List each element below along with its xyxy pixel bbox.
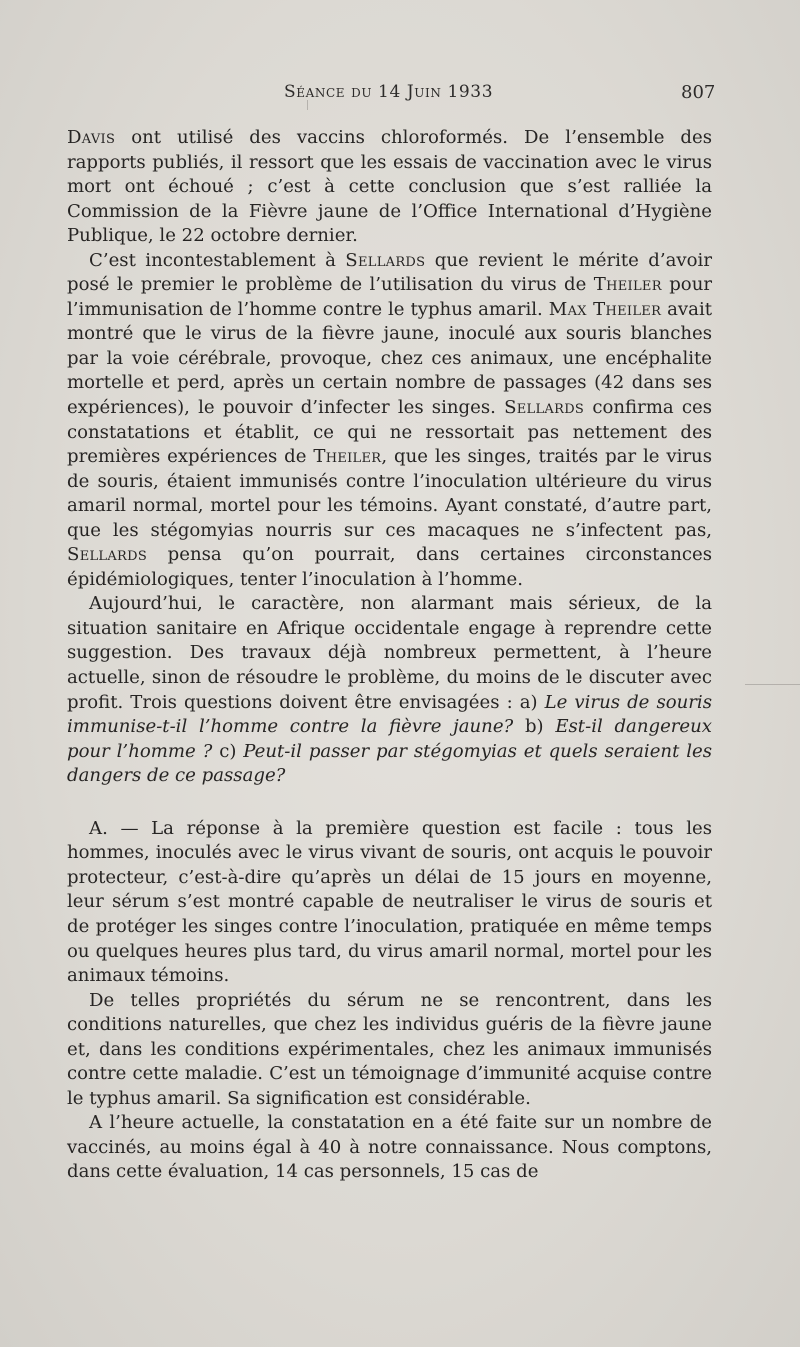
- paragraph-section-a: [67, 817, 712, 989]
- text-run: ont utilisé des vaccins chloroformés. De l’ensemble des rapports publiés, il ressort que les essais de vaccination avec le virus mort ont échoué ; c’est à cette conclusion que s’est ralliée la Commission de la Fièvre jaune de l’Office International d’Hygiène Publique, le 22 octobre dernier.: [67, 127, 712, 247]
- paper-crease: [745, 684, 800, 685]
- author-name: Max Theiler: [548, 298, 662, 320]
- text-run: , que les singes, traités par le virus de souris, étaient immunisés contre l’inoculation ultérieure du virus amaril normal, mortel pour les témoins. Ayant constaté, d’autre part, que les stégomyias nourris sur ces macaques ne s’infectent pas,: [67, 446, 712, 541]
- paragraph: [67, 249, 712, 593]
- text-run: pour l’immunisation de l’homme contre le typhus amaril.: [67, 274, 712, 320]
- paragraph: [67, 126, 712, 249]
- body-text: [67, 126, 712, 1185]
- text-run: pensa qu’on pourrait, dans certaines circonstances épidémiologiques, tenter l’inoculation à l’homme.: [67, 544, 712, 590]
- author-name: Sellards: [67, 544, 148, 566]
- paragraph: [67, 1111, 712, 1185]
- text-run: Aujourd’hui, le caractère, non alarmant mais sérieux, de la situation sanitaire en Afrique occidentale engage à reprendre cette suggestion. Des travaux déjà nombreux permettent, à l’heure actuelle, sinon de résoudre le problème, du moins de le discuter avec profit. Trois questions doivent être envisagées : a): [67, 593, 712, 713]
- text-run: que revient le mérite d’avoir posé le premier le problème de l’utilisation du virus de: [67, 249, 712, 296]
- text-run: A. — La réponse à la première question est facile : tous les hommes, inoculés avec le virus vivant de souris, ont acquis le pouvoir protecteur, c’est-à-dire qu’après un délai de 15 jours en moyenne, leur sérum s’est montré capable de neutraliser le virus de souris et de protéger les singes contre l’inoculation, pratiquée en même temps ou quelques heures plus tard, du virus amaril normal, mortel pour les animaux témoins.: [67, 817, 712, 987]
- paragraph: [67, 989, 712, 1112]
- author-name: Theiler: [313, 446, 382, 468]
- text-run: c): [212, 740, 244, 762]
- text-run: De telles propriétés du sérum ne se rencontrent, dans les conditions naturelles, que chez les individus guéris de la fièvre jaune et, dans les conditions expérimentales, chez les animaux immunisés contre cette maladie. C’est un témoignage d’immunité acquise contre le typhus amaril. Sa signification est considérable.: [67, 989, 712, 1109]
- text-run: C’est incontestablement à: [89, 249, 346, 271]
- paragraph: [67, 592, 712, 788]
- italic-question: Est-il dangereux pour l’homme ?: [67, 716, 712, 762]
- running-title: Séance du 14 Juin 1933: [284, 82, 494, 102]
- text-run: avait montré que le virus de la fièvre jaune, inoculé aux souris blanches par la voie cérébrale, provoque, chez ces animaux, une encéphalite mortelle et perd, après un certain nombre de passages (42 dans ses expériences), le pouvoir d’infecter les singes.: [67, 298, 712, 419]
- italic-question: Peut-il passer par stégomyias et quels seraient les dangers de ce passage?: [67, 740, 712, 787]
- page-header: [0, 82, 800, 110]
- author-name: Sellards: [504, 397, 585, 419]
- text-run: b): [513, 716, 556, 738]
- page-number: 807: [681, 82, 716, 103]
- text-run: A l’heure actuelle, la constatation en a été faite sur un nombre de vaccinés, au moins égal à 40 à notre connaissance. Nous comptons, dans cette évaluation, 14 cas personnels, 15 cas de: [67, 1112, 712, 1183]
- author-name: Theiler: [593, 274, 662, 296]
- author-name: Davis: [67, 127, 116, 148]
- italic-question: Le virus de souris immunise-t-il l’homme contre la fièvre jaune?: [67, 691, 712, 738]
- text-run: confirma ces constatations et établit, ce qui ne ressortait pas nettement des premières expériences de: [67, 397, 712, 468]
- author-name: Sellards: [345, 249, 426, 271]
